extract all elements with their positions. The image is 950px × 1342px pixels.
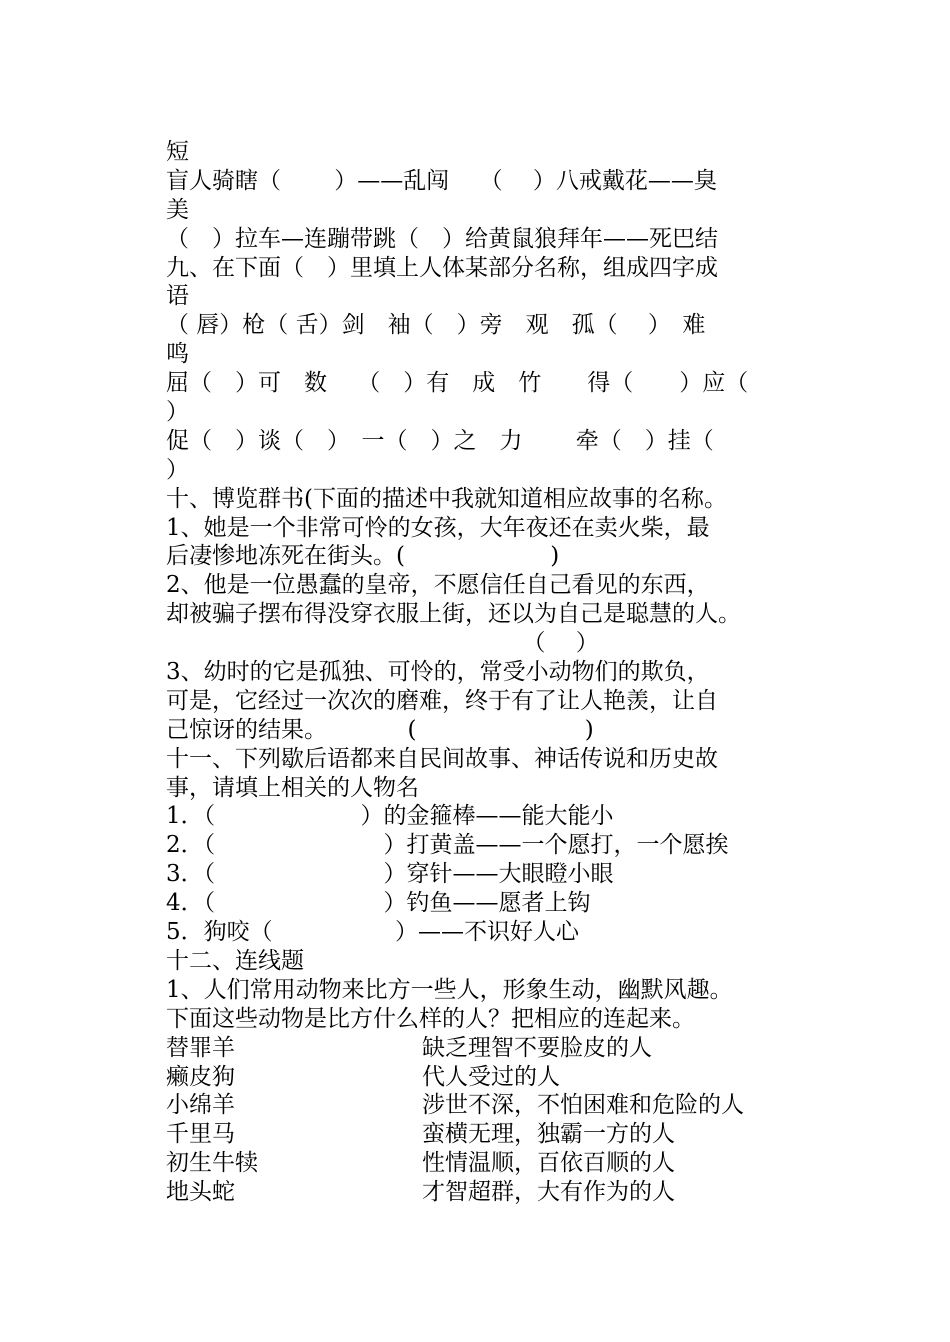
text-line: 己惊讶的结果。 ( ) bbox=[166, 716, 594, 743]
match-meaning: 缺乏理智不要脸皮的人 bbox=[422, 1034, 652, 1061]
text-line: 4．（ ）钓鱼——愿者上钩 bbox=[166, 890, 591, 917]
text-line: 后凄惨地冻死在街头。( ) bbox=[166, 543, 560, 570]
text-line: 1．（ ）的金箍棒——能大能小 bbox=[166, 803, 614, 830]
text-line: 1、她是一个非常可怜的女孩，大年夜还在卖火柴，最 bbox=[166, 514, 710, 541]
match-meaning: 涉世不深，不怕困难和危险的人 bbox=[422, 1092, 744, 1119]
match-meaning: 蛮横无理，独霸一方的人 bbox=[422, 1121, 675, 1148]
match-row bbox=[166, 1091, 806, 1120]
text-line: 语 bbox=[166, 283, 189, 310]
text-line: 促（ ）谈（ ） 一（ ）之 力 牵（ ）挂（ bbox=[166, 427, 714, 454]
match-row bbox=[166, 1034, 806, 1063]
text-line: 5．狗咬（ ）——不识好人心 bbox=[166, 919, 579, 946]
text-line: 2．（ ）打黄盖——一个愿打，一个愿挨 bbox=[166, 832, 729, 859]
match-animal: 初生牛犊 bbox=[166, 1150, 258, 1177]
text-line: 屈（ ）可 数 （ ）有 成 竹 得（ ）应（ bbox=[166, 370, 749, 397]
text-line: 事，请填上相关的人物名 bbox=[166, 774, 419, 801]
match-row bbox=[166, 1120, 806, 1149]
match-animal: 小绵羊 bbox=[166, 1092, 235, 1119]
text-line: 3、幼时的它是孤独、可怜的，常受小动物们的欺负， bbox=[166, 659, 710, 686]
section-heading: 十二、连线题 bbox=[166, 947, 304, 974]
text-line: （ ）拉车—连蹦带跳（ ）给黄鼠狼拜年——死巴结 bbox=[166, 225, 718, 252]
text-line: 2、他是一位愚蠢的皇帝，不愿信任自己看见的东西， bbox=[166, 572, 710, 599]
section-heading: 十、博览群书(下面的描述中我就知道相应故事的名称。 bbox=[166, 485, 727, 512]
text-line: ） bbox=[166, 456, 189, 483]
match-row bbox=[166, 1178, 806, 1207]
match-row bbox=[166, 1149, 806, 1178]
section-heading: 九、在下面（ ）里填上人体某部分名称，组成四字成 bbox=[166, 254, 718, 281]
match-row bbox=[166, 1063, 806, 1092]
match-meaning: 代人受过的人 bbox=[422, 1063, 560, 1090]
text-line: 下面这些动物是比方什么样的人？把相应的连起来。 bbox=[166, 1005, 695, 1032]
match-animal: 千里马 bbox=[166, 1121, 235, 1148]
text-line: 鸣 bbox=[166, 341, 189, 368]
text-line: ） bbox=[166, 399, 189, 426]
text-line: 3．（ ）穿针——大眼瞪小眼 bbox=[166, 861, 614, 888]
text-line: （ 唇）枪（ 舌）剑 袖（ ）旁 观 孤（ ） 难 bbox=[166, 312, 706, 339]
text-line: 可是，它经过一次次的磨难，终于有了让人艳羡，让自 bbox=[166, 687, 718, 714]
text-line: 短 bbox=[166, 139, 189, 165]
text-line: （ ） bbox=[166, 630, 599, 657]
text-line: 美 bbox=[166, 196, 189, 223]
text-line: 却被骗子摆布得没穿衣服上街，还以为自己是聪慧的人。 bbox=[166, 601, 741, 628]
match-animal: 癞皮狗 bbox=[166, 1063, 235, 1090]
match-meaning: 性情温顺，百依百顺的人 bbox=[422, 1150, 675, 1177]
text-line: 盲人骑瞎（ ）——乱闯 （ ）八戒戴花——臭 bbox=[166, 167, 717, 194]
text-line: 1、人们常用动物来比方一些人，形象生动，幽默风趣。 bbox=[166, 976, 733, 1003]
document-body bbox=[166, 138, 806, 1207]
match-animal: 替罪羊 bbox=[166, 1034, 235, 1061]
match-meaning: 才智超群，大有作为的人 bbox=[422, 1179, 675, 1206]
section-heading: 十一、下列歇后语都来自民间故事、神话传说和历史故 bbox=[166, 745, 718, 772]
match-animal: 地头蛇 bbox=[166, 1179, 235, 1206]
